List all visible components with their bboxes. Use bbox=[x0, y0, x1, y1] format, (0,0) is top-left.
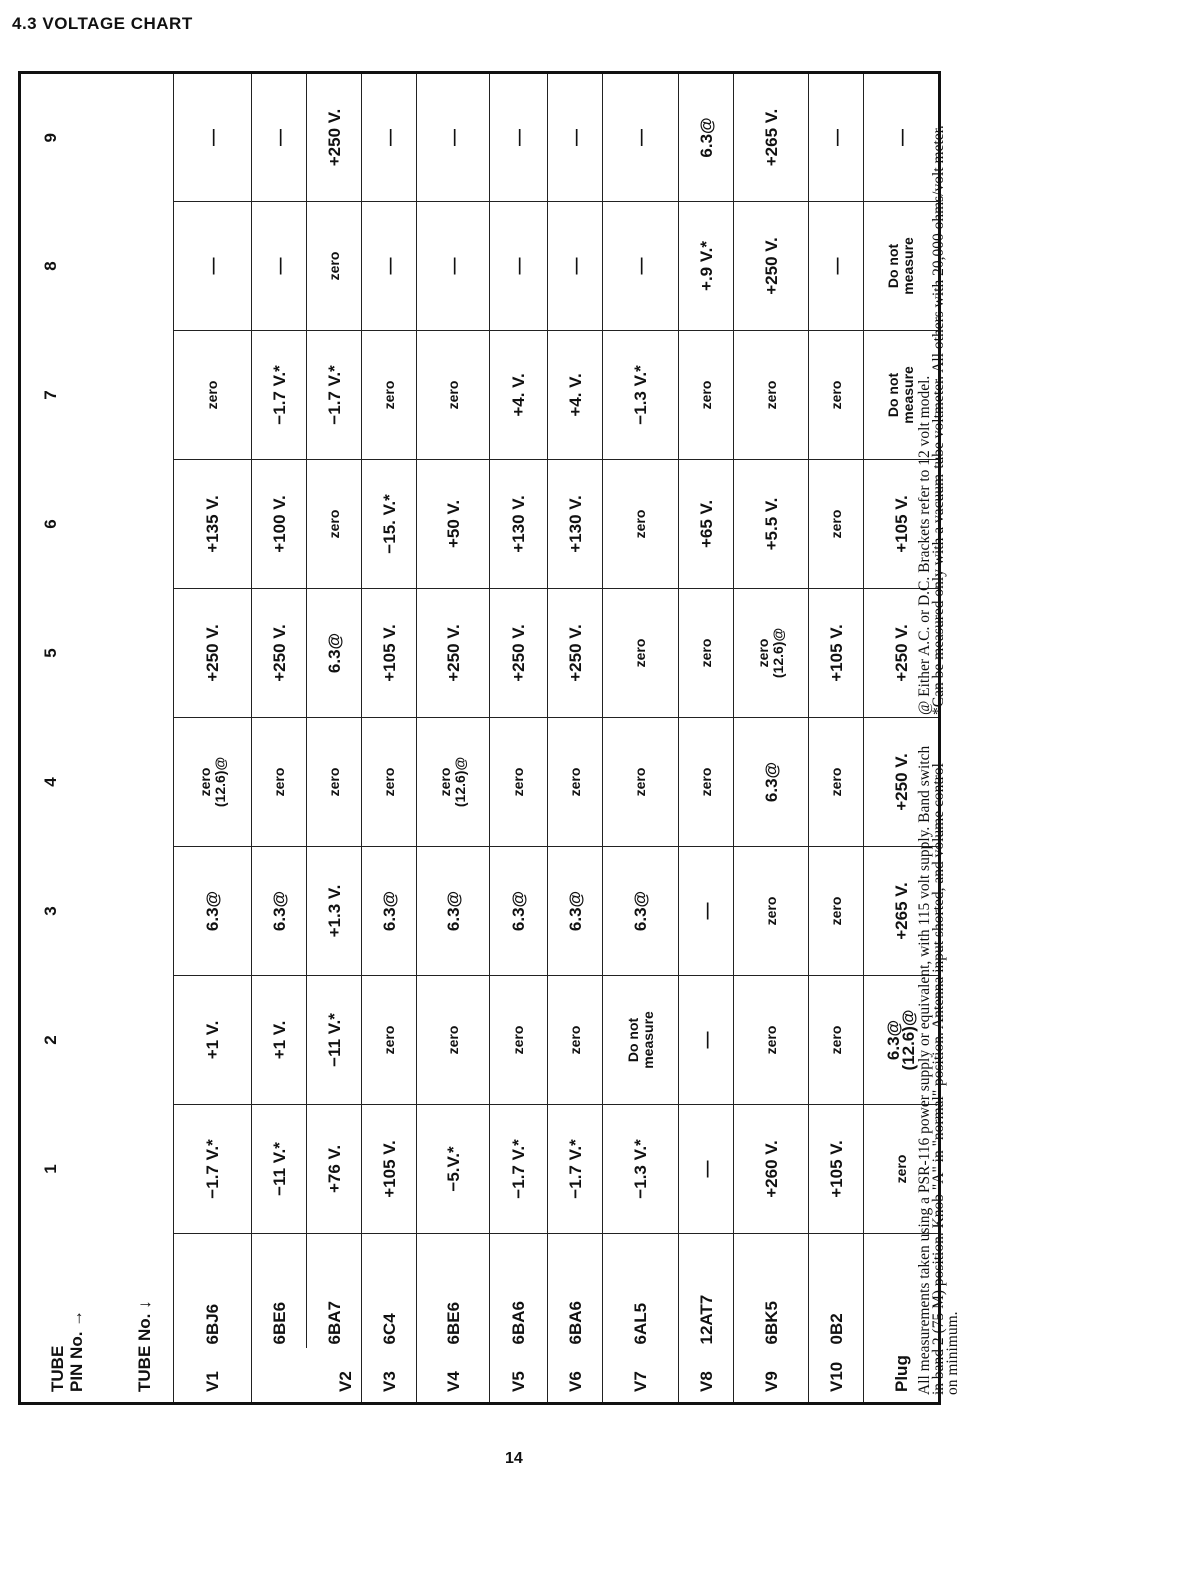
pin-voltage-cell: — bbox=[809, 201, 864, 330]
pin-voltage-cell: 6.3@ bbox=[252, 846, 307, 975]
pin-voltage-cell: +1 V. bbox=[252, 975, 307, 1104]
pin-voltage-cell: — bbox=[417, 201, 490, 330]
tube-type: 6BE6 bbox=[252, 1233, 307, 1348]
pin-voltage-cell: +265 V. bbox=[734, 72, 809, 201]
pin-voltage-cell: −1.3 V.* bbox=[603, 1104, 679, 1233]
pin-voltage-cell: 6.3@ bbox=[417, 846, 490, 975]
pin-voltage-cell: — bbox=[490, 201, 548, 330]
asterisk-note: *Can be measured only with a vacuum-tube voltmeter. All others with 20,000 ohms/volt meter. bbox=[930, 125, 947, 715]
tube-type: 12AT7 bbox=[679, 1233, 734, 1348]
pin-voltage-cell: +76 V. bbox=[307, 1104, 362, 1233]
pin-voltage-cell: — bbox=[679, 846, 734, 975]
pin-voltage-cell: +130 V. bbox=[490, 459, 548, 588]
pin-voltage-cell: zero bbox=[603, 588, 679, 717]
pin-voltage-cell: −1.7 V.* bbox=[307, 330, 362, 459]
table-row bbox=[679, 72, 734, 1403]
table-row bbox=[603, 72, 679, 1403]
pin-voltage-cell: +105 V. bbox=[362, 588, 417, 717]
pin-voltage-cell: +250 V. bbox=[252, 588, 307, 717]
pin-voltage-cell: +260 V. bbox=[734, 1104, 809, 1233]
pin-voltage-cell: zero bbox=[307, 717, 362, 846]
tube-position: V4 bbox=[417, 1349, 490, 1404]
tube-type: 6BA6 bbox=[548, 1233, 603, 1348]
tube-type: 6BA7 bbox=[307, 1233, 362, 1348]
pin-voltage-cell: zero bbox=[174, 330, 252, 459]
table-row bbox=[734, 72, 809, 1403]
tube-position: V6 bbox=[548, 1349, 603, 1404]
pin-voltage-cell: — bbox=[603, 201, 679, 330]
header-corner bbox=[20, 1233, 174, 1403]
pin-voltage-cell: +250 V. bbox=[417, 588, 490, 717]
pin-voltage-cell: — bbox=[679, 1104, 734, 1233]
pin-voltage-cell: zero bbox=[362, 717, 417, 846]
pin-voltage-cell: −1.7 V.* bbox=[252, 330, 307, 459]
pin-voltage-cell: 6.3@ bbox=[548, 846, 603, 975]
tube-type: 6BJ6 bbox=[174, 1233, 252, 1348]
pin-voltage-cell: zero bbox=[490, 975, 548, 1104]
pin-header-9: 9 bbox=[41, 133, 60, 143]
pin-voltage-cell: +250 V. bbox=[174, 588, 252, 717]
pin-voltage-cell: +1.3 V. bbox=[307, 846, 362, 975]
pin-voltage-cell: — bbox=[362, 72, 417, 201]
tube-type: 0B2 bbox=[809, 1233, 864, 1348]
pin-voltage-cell: +100 V. bbox=[252, 459, 307, 588]
table-row bbox=[307, 72, 362, 1403]
pin-voltage-cell: +4. V. bbox=[490, 330, 548, 459]
table-row bbox=[362, 72, 417, 1403]
pin-header-1: 1 bbox=[41, 1164, 60, 1174]
pin-voltage-cell: — bbox=[252, 72, 307, 201]
pin-voltage-cell: zero bbox=[603, 459, 679, 588]
pin-voltage-cell: zero bbox=[734, 975, 809, 1104]
table-row bbox=[490, 72, 548, 1403]
pin-voltage-cell: — bbox=[490, 72, 548, 201]
pin-voltage-cell: zero bbox=[679, 330, 734, 459]
pin-voltage-cell: — bbox=[548, 201, 603, 330]
voltage-table bbox=[18, 71, 941, 1405]
tube-type: 6AL5 bbox=[603, 1233, 679, 1348]
pin-voltage-cell: — bbox=[417, 72, 490, 201]
table-row bbox=[548, 72, 603, 1403]
pin-voltage-cell: zero bbox=[362, 975, 417, 1104]
pin-voltage-cell: — bbox=[362, 201, 417, 330]
pin-voltage-cell: zero bbox=[679, 588, 734, 717]
section-title: 4.3 VOLTAGE CHART bbox=[12, 14, 193, 33]
pin-voltage-cell: zero bbox=[490, 717, 548, 846]
pin-header-2: 2 bbox=[41, 1035, 60, 1045]
pin-voltage-cell: Do not measure bbox=[603, 975, 679, 1104]
pin-voltage-cell: +105 V. bbox=[864, 459, 940, 588]
pin-voltage-cell: zero bbox=[548, 717, 603, 846]
pin-voltage-cell: +50 V. bbox=[417, 459, 490, 588]
pin-voltage-cell: +250 V. bbox=[548, 588, 603, 717]
tube-position: V2 bbox=[252, 1349, 362, 1404]
pin-header-5: 5 bbox=[41, 648, 60, 658]
pin-voltage-cell: Do not measure bbox=[864, 201, 940, 330]
pin-voltage-cell: zero bbox=[362, 330, 417, 459]
at-sign-note: @ Either A.C. or D.C. Brackets refer to 12 volt model. bbox=[916, 375, 933, 715]
tube-type: 6BA6 bbox=[490, 1233, 548, 1348]
pin-voltage-cell: zero bbox=[548, 975, 603, 1104]
pin-voltage-cell: 6.3@ bbox=[174, 846, 252, 975]
pin-voltage-cell: zero bbox=[307, 201, 362, 330]
pin-voltage-cell: −11 V.* bbox=[307, 975, 362, 1104]
pin-voltage-cell: zero (12.6)@ bbox=[734, 588, 809, 717]
pin-voltage-cell: zero bbox=[252, 717, 307, 846]
pin-voltage-cell: +250 V. bbox=[307, 72, 362, 201]
header-row bbox=[20, 72, 174, 1403]
pin-voltage-cell: Do not measure bbox=[864, 330, 940, 459]
pin-voltage-cell: 6.3@ bbox=[362, 846, 417, 975]
measurement-note: All measurements taken using a PSR-116 power supply or equivalent, with 115 volt supply. Band switch in band 2 (75 M) position. Knob "A" in "normal" position. Antenna input shorted, and volume control on minimum. bbox=[916, 745, 961, 1395]
tube-position: V3 bbox=[362, 1349, 417, 1404]
pin-voltage-cell: zero bbox=[809, 717, 864, 846]
pin-voltage-cell: zero (12.6)@ bbox=[174, 717, 252, 846]
pin-voltage-cell: — bbox=[809, 72, 864, 201]
tube-position: V7 bbox=[603, 1349, 679, 1404]
pin-voltage-cell: — bbox=[548, 72, 603, 201]
tube-no-label: TUBE No. ↓ bbox=[135, 1300, 154, 1392]
pin-voltage-cell: −1.7 V.* bbox=[174, 1104, 252, 1233]
tube-position: V5 bbox=[490, 1349, 548, 1404]
pin-voltage-cell: −1.7 V.* bbox=[490, 1104, 548, 1233]
tube-position: V10 bbox=[809, 1349, 864, 1404]
pin-header-4: 4 bbox=[41, 777, 60, 787]
pin-voltage-cell: +5.5 V. bbox=[734, 459, 809, 588]
table-row bbox=[174, 72, 252, 1403]
rotated-chart bbox=[18, 72, 1008, 1405]
pin-voltage-cell: +250 V. bbox=[490, 588, 548, 717]
pin-voltage-cell: −5.V.* bbox=[417, 1104, 490, 1233]
pin-voltage-cell: +105 V. bbox=[362, 1104, 417, 1233]
pin-voltage-cell: zero bbox=[864, 1104, 940, 1233]
pin-voltage-cell: zero bbox=[809, 459, 864, 588]
pin-voltage-cell: +4. V. bbox=[548, 330, 603, 459]
pin-header-7: 7 bbox=[41, 390, 60, 400]
pin-voltage-cell: +250 V. bbox=[734, 201, 809, 330]
pin-voltage-cell: +265 V. bbox=[864, 846, 940, 975]
legend-notes bbox=[918, 75, 946, 715]
pin-voltage-cell: −11 V.* bbox=[252, 1104, 307, 1233]
pin-voltage-cell: 6.3@ (12.6)@ bbox=[864, 975, 940, 1104]
pin-voltage-cell: zero bbox=[603, 717, 679, 846]
tube-position: Plug bbox=[864, 1233, 940, 1403]
notes bbox=[918, 72, 1008, 1405]
pin-voltage-cell: +105 V. bbox=[809, 1104, 864, 1233]
pin-header-8: 8 bbox=[41, 261, 60, 271]
pin-voltage-cell: 6.3@ bbox=[603, 846, 679, 975]
pin-voltage-cell: zero bbox=[417, 975, 490, 1104]
pin-header-6: 6 bbox=[41, 519, 60, 529]
tube-position: V8 bbox=[679, 1349, 734, 1404]
pin-voltage-cell: — bbox=[679, 975, 734, 1104]
pin-voltage-cell: −15. V.* bbox=[362, 459, 417, 588]
pin-voltage-cell: 6.3@ bbox=[490, 846, 548, 975]
pin-voltage-cell: 6.3@ bbox=[734, 717, 809, 846]
pin-voltage-cell: +65 V. bbox=[679, 459, 734, 588]
pin-voltage-cell: zero bbox=[809, 846, 864, 975]
tube-pin-label: TUBE PIN No. → bbox=[48, 1309, 86, 1392]
pin-voltage-cell: +250 V. bbox=[864, 717, 940, 846]
table-row bbox=[809, 72, 864, 1403]
pin-voltage-cell: zero bbox=[809, 975, 864, 1104]
pin-voltage-cell: 6.3@ bbox=[679, 72, 734, 201]
pin-voltage-cell: −1.3 V.* bbox=[603, 330, 679, 459]
pin-voltage-cell: +250 V. bbox=[864, 588, 940, 717]
pin-voltage-cell: — bbox=[252, 201, 307, 330]
pin-voltage-cell: zero bbox=[734, 330, 809, 459]
pin-voltage-cell: 6.3@ bbox=[307, 588, 362, 717]
tube-type: 6BK5 bbox=[734, 1233, 809, 1348]
page-number: 14 bbox=[505, 1450, 523, 1467]
pin-voltage-cell: +.9 V.* bbox=[679, 201, 734, 330]
pin-voltage-cell: +130 V. bbox=[548, 459, 603, 588]
pin-voltage-cell: — bbox=[864, 72, 940, 201]
pin-voltage-cell: +105 V. bbox=[809, 588, 864, 717]
pin-voltage-cell: zero bbox=[679, 717, 734, 846]
pin-voltage-cell: zero (12.6)@ bbox=[417, 717, 490, 846]
tube-position: V9 bbox=[734, 1349, 809, 1404]
pin-voltage-cell: — bbox=[174, 72, 252, 201]
pin-voltage-cell: +135 V. bbox=[174, 459, 252, 588]
pin-voltage-cell: zero bbox=[307, 459, 362, 588]
tube-position: V1 bbox=[174, 1349, 252, 1404]
pin-voltage-cell: zero bbox=[417, 330, 490, 459]
tube-type: 6BE6 bbox=[417, 1233, 490, 1348]
pin-voltage-cell: — bbox=[603, 72, 679, 201]
pin-voltage-cell: +1 V. bbox=[174, 975, 252, 1104]
pin-header-3: 3 bbox=[41, 906, 60, 916]
pin-voltage-cell: zero bbox=[734, 846, 809, 975]
table-row bbox=[252, 72, 307, 1403]
pin-voltage-cell: zero bbox=[809, 330, 864, 459]
pin-voltage-cell: −1.7 V.* bbox=[548, 1104, 603, 1233]
table-row bbox=[417, 72, 490, 1403]
tube-type: 6C4 bbox=[362, 1233, 417, 1348]
pin-voltage-cell: — bbox=[174, 201, 252, 330]
